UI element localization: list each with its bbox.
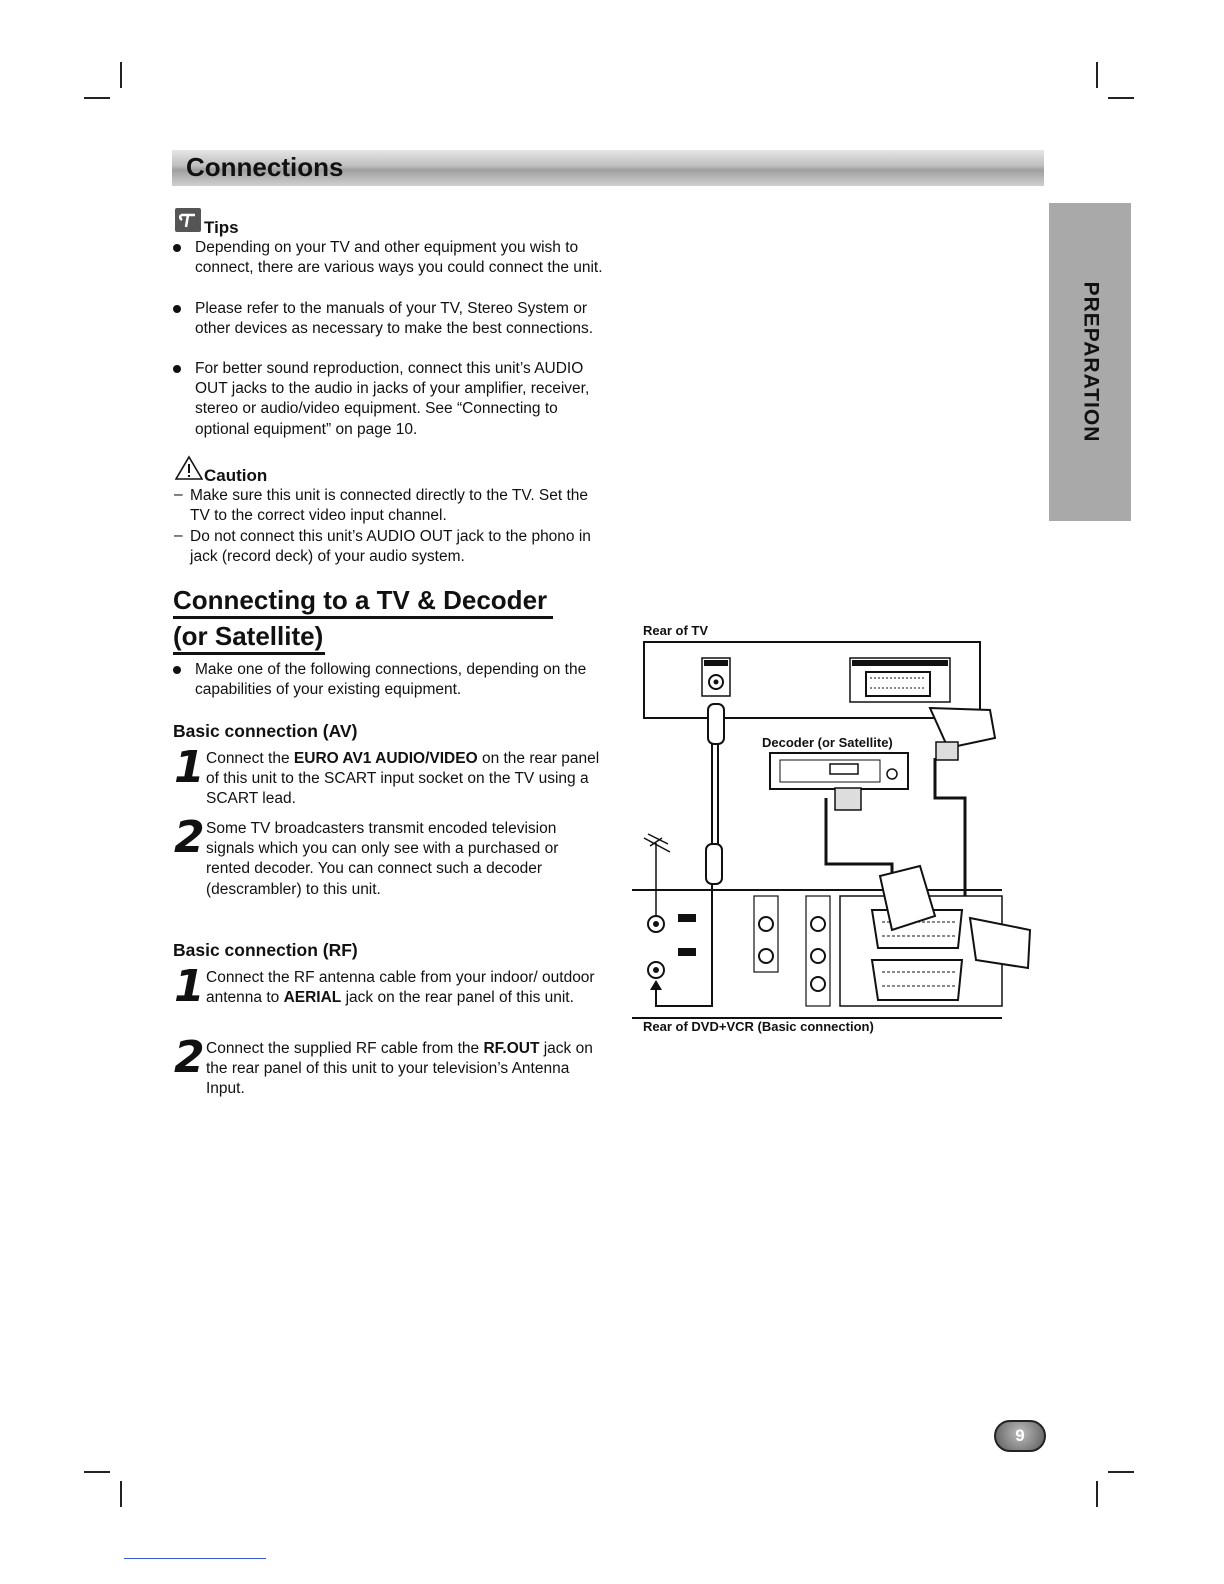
caution-heading: Caution [204,466,268,485]
decoder-label: Decoder (or Satellite) [762,735,893,750]
page-number-badge [994,1420,1046,1452]
tips-item: Depending on your TV and other equipment you wish to connect, there are various ways you could connect the unit. [195,239,603,277]
title-underline [173,616,553,619]
basic-av-step2: Some TV broadcasters transmit encoded television signals which you can only see with a purchased or rented decoder. You can connect such a decoder (descrambler) to this unit. [206,820,559,898]
page-title: Connections [186,152,344,182]
crop-mark [1108,97,1134,99]
bullet [173,244,181,252]
section-intro: Make one of the following connections, depending on the capabilities of your existing equipment. [195,661,587,699]
warning-icon [175,455,203,486]
basic-rf-step1: Connect the RF antenna cable from your indoor/ outdoor antenna to AERIAL jack on the rear panel of this unit. [206,969,595,1007]
crop-mark [84,97,110,99]
dash-marker: – [174,527,183,544]
tips-heading: Tips [204,218,239,237]
section-title-line2: (or Satellite) [173,621,324,651]
caution-item: Make sure this unit is connected directly to the TV. Set the TV to the correct video input channel. [190,487,589,525]
crop-mark [1108,1471,1134,1473]
crop-mark [84,1471,110,1473]
tips-item: Please refer to the manuals of your TV, Stereo System or other devices as necessary to make the best connections. [195,300,594,338]
connection-diagram [630,638,1040,1023]
basic-rf-heading: Basic connection (RF) [173,940,358,960]
tips-icon [175,208,201,237]
basic-rf-step2: Connect the supplied RF cable from the RF.OUT jack on the rear panel of this unit to your television’s Antenna Input. [206,1040,593,1098]
bullet [173,365,181,373]
bullet [173,305,181,313]
step-number: 2 [174,1032,205,1083]
dash-marker: – [174,486,183,503]
crop-mark [120,62,122,88]
basic-av-heading: Basic connection (AV) [173,721,358,741]
section-title-line1: Connecting to a TV & Decoder [173,585,548,615]
crop-mark [1096,1481,1098,1507]
step-number: 2 [174,812,205,863]
step-number: 1 [174,742,205,793]
tips-item: For better sound reproduction, connect this unit’s AUDIO OUT jacks to the audio in jacks of your amplifier, receiver, stereo or audio/video equipment. See “Connecting to optional equipment” on page 10. [195,360,590,438]
title-underline [173,652,325,655]
rear-of-unit-label: Rear of DVD+VCR (Basic connection) [643,1019,874,1034]
page-number: 9 [1015,1426,1025,1445]
basic-av-step1: Connect the EURO AV1 AUDIO/VIDEO on the rear panel of this unit to the SCART input socket on the TV using a SCART lead. [206,750,600,808]
caution-item: Do not connect this unit’s AUDIO OUT jack to the phono in jack (record deck) of your audio system. [190,528,591,566]
footer-link-underline [124,1558,266,1559]
crop-mark [1096,62,1098,88]
bullet [173,666,181,674]
side-tab-label: PREPARATION [1079,281,1103,443]
side-tab-label-wrap [1049,203,1131,521]
step-number: 1 [174,961,205,1012]
crop-mark [120,1481,122,1507]
rear-of-tv-label: Rear of TV [643,623,709,638]
